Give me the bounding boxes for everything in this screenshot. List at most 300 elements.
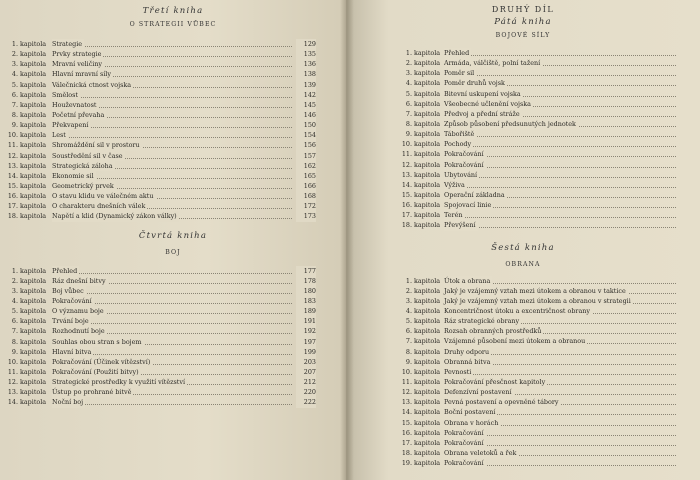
- chapter-title: Pokračování: [444, 438, 484, 447]
- toc-entry: [0, 130, 346, 140]
- chapter-word: kapitola: [414, 306, 441, 315]
- chapter-word: kapitola: [414, 317, 441, 326]
- page-number: 129: [296, 39, 316, 49]
- page-number: 178: [296, 276, 316, 286]
- chapter-word: kapitola: [414, 201, 441, 210]
- chapter-number: 13.: [7, 388, 18, 397]
- toc-entry: [0, 39, 346, 49]
- chapter-number: 11.: [7, 141, 18, 150]
- chapter-title: Pokračování: [444, 160, 484, 169]
- chapter-word: kapitola: [414, 377, 441, 386]
- chapter-title: Pokračování: [444, 428, 484, 437]
- chapter-number: 4.: [11, 296, 18, 305]
- leader-dots: [444, 145, 676, 147]
- chapter-word: kapitola: [20, 307, 47, 316]
- chapter-number: 7.: [405, 337, 412, 346]
- page-number: 166: [296, 181, 316, 191]
- chapter-word: kapitola: [414, 428, 441, 437]
- chapter-number: 8.: [11, 337, 18, 346]
- chapter-title: Koncentričnost útoku a excentričnost obrany: [444, 306, 591, 315]
- chapter-number: 16.: [7, 192, 18, 201]
- book6-toc: [346, 276, 700, 469]
- chapter-number: 5.: [405, 89, 412, 98]
- toc-entry: [0, 171, 346, 181]
- chapter-word: kapitola: [414, 130, 441, 139]
- chapter-word: kapitola: [20, 70, 47, 79]
- toc-entry: [346, 58, 700, 68]
- chapter-word: kapitola: [414, 89, 441, 98]
- toc-entry: [346, 89, 700, 99]
- chapter-number: 9.: [405, 357, 412, 366]
- chapter-number: 12.: [401, 160, 412, 169]
- chapter-number: 2.: [11, 276, 18, 285]
- chapter-number: 10.: [7, 357, 18, 366]
- toc-entry: [346, 78, 700, 88]
- chapter-title: Pochody: [444, 140, 472, 149]
- toc-entry: [346, 149, 700, 159]
- chapter-title: Houževnatost: [52, 100, 97, 109]
- chapter-word: kapitola: [414, 59, 441, 68]
- toc-entry: [0, 397, 346, 407]
- chapter-title: Útok a obrana: [444, 276, 491, 285]
- toc-entry: [0, 347, 346, 357]
- chapter-number: 5.: [405, 317, 412, 326]
- toc-entry: [0, 140, 346, 150]
- toc-entry: [346, 336, 700, 346]
- toc-entry: [0, 151, 346, 161]
- toc-entry: [346, 68, 700, 78]
- chapter-number: 6.: [11, 317, 18, 326]
- chapter-title: Předvoj a přední stráže: [444, 109, 520, 118]
- chapter-title: Tábořiště: [444, 130, 475, 139]
- chapter-word: kapitola: [20, 276, 47, 285]
- toc-entry: [0, 110, 346, 120]
- chapter-title: Terén: [444, 211, 463, 220]
- chapter-word: kapitola: [20, 347, 47, 356]
- chapter-title: Prvky strategie: [52, 50, 102, 59]
- chapter-title: Noční boj: [52, 398, 84, 407]
- chapter-word: kapitola: [20, 357, 47, 366]
- chapter-word: kapitola: [414, 180, 441, 189]
- toc-entry: [346, 418, 700, 428]
- toc-entry: [346, 347, 700, 357]
- chapter-number: 9.: [11, 121, 18, 130]
- chapter-word: kapitola: [414, 160, 441, 169]
- toc-entry: [0, 316, 346, 326]
- toc-entry: [0, 377, 346, 387]
- toc-entry: [346, 139, 700, 149]
- chapter-title: Trvání boje: [52, 317, 89, 326]
- leader-dots: [444, 226, 676, 228]
- leader-dots: [444, 373, 676, 375]
- chapter-number: 9.: [11, 347, 18, 356]
- chapter-title: Soustředění sil v čase: [52, 151, 123, 160]
- chapter-word: kapitola: [414, 150, 441, 159]
- toc-entry: [346, 367, 700, 377]
- leader-dots: [52, 292, 292, 294]
- chapter-title: Ubytování: [444, 170, 478, 179]
- book6-section: OBRANA: [505, 260, 541, 268]
- chapter-word: kapitola: [414, 418, 441, 427]
- chapter-number: 19.: [401, 459, 412, 468]
- chapter-title: Geometrický prvek: [52, 181, 114, 190]
- chapter-number: 18.: [401, 221, 412, 230]
- chapter-number: 8.: [405, 119, 412, 128]
- chapter-title: O charakteru dnešních válek: [52, 202, 146, 211]
- chapter-number: 3.: [11, 60, 18, 69]
- toc-entry: [0, 357, 346, 367]
- chapter-title: Souhlas obou stran s bojem: [52, 337, 142, 346]
- chapter-word: kapitola: [20, 337, 47, 346]
- chapter-number: 15.: [401, 190, 412, 199]
- chapter-title: Rozsah obranných prostředků: [444, 327, 542, 336]
- chapter-number: 9.: [405, 130, 412, 139]
- left-page: [0, 0, 346, 480]
- chapter-number: 7.: [405, 109, 412, 118]
- leader-dots: [444, 216, 676, 218]
- toc-entry: [346, 160, 700, 170]
- toc-entry: [346, 190, 700, 200]
- toc-entry: [346, 428, 700, 438]
- chapter-word: kapitola: [20, 110, 47, 119]
- chapter-word: kapitola: [20, 131, 47, 140]
- page-number: 220: [296, 387, 316, 397]
- page-number: 177: [296, 266, 316, 276]
- chapter-number: 8.: [405, 347, 412, 356]
- chapter-word: kapitola: [414, 109, 441, 118]
- chapter-word: kapitola: [20, 90, 47, 99]
- toc-entry: [0, 90, 346, 100]
- leader-dots: [444, 54, 676, 56]
- chapter-number: 4.: [405, 79, 412, 88]
- chapter-number: 3.: [405, 296, 412, 305]
- toc-entry: [346, 458, 700, 468]
- chapter-title: O významu boje: [52, 307, 104, 316]
- toc-entry: [346, 377, 700, 387]
- chapter-number: 2.: [11, 50, 18, 59]
- page-number: 207: [296, 367, 316, 377]
- chapter-title: Obranná bitva: [444, 357, 491, 366]
- chapter-title: Defenzívní postavení: [444, 388, 512, 397]
- chapter-title: Hlavní mravní síly: [52, 70, 111, 79]
- chapter-word: kapitola: [20, 161, 47, 170]
- chapter-number: 4.: [405, 306, 412, 315]
- chapter-number: 6.: [11, 90, 18, 99]
- toc-entry: [346, 210, 700, 220]
- chapter-number: 5.: [11, 307, 18, 316]
- chapter-number: 12.: [401, 388, 412, 397]
- chapter-number: 10.: [401, 367, 412, 376]
- chapter-number: 6.: [405, 99, 412, 108]
- page-number: 138: [296, 69, 316, 79]
- book5-toc: [346, 48, 700, 231]
- chapter-word: kapitola: [20, 192, 47, 201]
- toc-entry: [346, 200, 700, 210]
- book6-title: Šestá kniha: [491, 242, 555, 253]
- chapter-title: Ráz dnešní bitvy: [52, 276, 106, 285]
- chapter-number: 7.: [11, 100, 18, 109]
- chapter-number: 1.: [405, 49, 412, 57]
- chapter-number: 10.: [7, 131, 18, 140]
- chapter-number: 2.: [405, 59, 412, 68]
- chapter-word: kapitola: [414, 408, 441, 417]
- chapter-word: kapitola: [414, 296, 441, 305]
- chapter-title: Hlavní bitva: [52, 347, 92, 356]
- toc-entry: [346, 286, 700, 296]
- chapter-word: kapitola: [20, 286, 47, 295]
- chapter-number: 3.: [11, 286, 18, 295]
- page-number: 142: [296, 90, 316, 100]
- chapter-title: Pokračování přesčnost kapitoly: [444, 377, 546, 386]
- leader-dots: [52, 136, 292, 138]
- chapter-word: kapitola: [20, 296, 47, 305]
- chapter-title: Pokračování: [444, 150, 484, 159]
- chapter-number: 13.: [7, 161, 18, 170]
- toc-entry: [346, 276, 700, 286]
- chapter-title: Obrana v horách: [444, 418, 499, 427]
- page-number: 139: [296, 80, 316, 90]
- chapter-number: 11.: [401, 150, 412, 159]
- toc-entry: [346, 119, 700, 129]
- chapter-title: O stavu klidu ve válečném aktu: [52, 192, 154, 201]
- chapter-word: kapitola: [414, 388, 441, 397]
- toc-entry: [346, 170, 700, 180]
- book3-section: O STRATEGII VŮBEC: [129, 21, 217, 28]
- chapter-number: 8.: [11, 110, 18, 119]
- leader-dots: [52, 272, 292, 274]
- chapter-word: kapitola: [20, 212, 47, 221]
- chapter-word: kapitola: [414, 398, 441, 407]
- chapter-word: kapitola: [414, 69, 441, 78]
- toc-entry: [346, 316, 700, 326]
- leader-dots: [52, 45, 292, 47]
- chapter-title: Boční postavení: [444, 408, 496, 417]
- page-number: 199: [296, 347, 316, 357]
- chapter-word: kapitola: [20, 327, 47, 336]
- page-number: 183: [296, 296, 316, 306]
- chapter-title: Pevná postavení a opevněné tábory: [444, 398, 559, 407]
- chapter-number: 14.: [401, 180, 412, 189]
- chapter-number: 6.: [405, 327, 412, 336]
- toc-entry: [0, 120, 346, 130]
- chapter-number: 12.: [7, 378, 18, 387]
- chapter-title: Strategie: [52, 40, 83, 48]
- chapter-word: kapitola: [20, 398, 47, 407]
- toc-entry: [0, 191, 346, 201]
- page-number: 154: [296, 130, 316, 140]
- chapter-number: 7.: [11, 327, 18, 336]
- chapter-word: kapitola: [414, 190, 441, 199]
- toc-entry: [0, 69, 346, 79]
- chapter-word: kapitola: [20, 100, 47, 109]
- toc-entry: [0, 367, 346, 377]
- chapter-title: Boj vůbec: [52, 286, 84, 295]
- chapter-word: kapitola: [414, 337, 441, 346]
- book4-toc: [0, 266, 346, 408]
- chapter-word: kapitola: [414, 211, 441, 220]
- chapter-title: Pevnosti: [444, 367, 472, 376]
- chapter-title: Strategické prostředky k využití vítězství: [52, 378, 186, 387]
- page-number: 173: [296, 211, 316, 221]
- chapter-title: Armáda, válčiště, polní tažení: [444, 59, 541, 68]
- page-number: 212: [296, 377, 316, 387]
- book5-section: BOJOVÉ SÍLY: [495, 32, 551, 39]
- page-number: 172: [296, 201, 316, 211]
- page-number: 168: [296, 191, 316, 201]
- chapter-title: Pokračování: [444, 459, 484, 468]
- page-number: 197: [296, 337, 316, 347]
- chapter-title: Překvapení: [52, 121, 89, 130]
- leader-dots: [444, 135, 676, 137]
- toc-entry: [0, 276, 346, 286]
- chapter-word: kapitola: [414, 99, 441, 108]
- leader-dots: [444, 186, 676, 188]
- chapter-word: kapitola: [414, 119, 441, 128]
- chapter-word: kapitola: [20, 171, 47, 180]
- chapter-number: 18.: [401, 448, 412, 457]
- page-number: 156: [296, 140, 316, 150]
- chapter-title: Jaký je vzájemný vztah mezi útokem a obranou v taktice: [444, 286, 626, 295]
- toc-entry: [0, 326, 346, 336]
- chapter-word: kapitola: [20, 80, 47, 89]
- chapter-word: kapitola: [414, 49, 441, 57]
- chapter-title: Spojovací linie: [444, 201, 492, 210]
- chapter-title: Válečnická ctnost vojska: [52, 80, 132, 89]
- chapter-title: Obrana veletoků a řek: [444, 448, 517, 457]
- chapter-title: Strategická záloha: [52, 161, 113, 170]
- toc-entry: [346, 438, 700, 448]
- toc-entry: [346, 180, 700, 190]
- chapter-word: kapitola: [20, 121, 47, 130]
- toc-entry: [0, 59, 346, 69]
- toc-entry: [0, 100, 346, 110]
- chapter-word: kapitola: [20, 202, 47, 211]
- book4-section: BOJ: [165, 248, 181, 256]
- page-number: 150: [296, 120, 316, 130]
- chapter-word: kapitola: [20, 367, 47, 376]
- toc-entry: [346, 296, 700, 306]
- chapter-word: kapitola: [414, 221, 441, 230]
- toc-entry: [346, 397, 700, 407]
- page-number: 162: [296, 161, 316, 171]
- chapter-title: Přehled: [444, 49, 470, 57]
- leader-dots: [444, 74, 676, 76]
- chapter-title: Způsob působení předsunutých jednotek: [444, 119, 576, 128]
- chapter-number: 1.: [405, 276, 412, 285]
- toc-entry: [0, 286, 346, 296]
- chapter-title: Poměr druhů vojsk: [444, 79, 505, 88]
- chapter-word: kapitola: [414, 347, 441, 356]
- chapter-title: Poměr sil: [444, 69, 475, 78]
- chapter-title: Vzájemné působení mezi útokem a obranou: [444, 337, 586, 346]
- toc-entry: [346, 109, 700, 119]
- toc-entry: [346, 357, 700, 367]
- chapter-number: 1.: [11, 40, 18, 48]
- book-gutter: [340, 0, 354, 480]
- toc-entry: [346, 129, 700, 139]
- toc-entry: [0, 161, 346, 171]
- chapter-title: Všeobecné učlenění vojska: [444, 99, 531, 108]
- chapter-number: 5.: [11, 80, 18, 89]
- toc-entry: [346, 220, 700, 230]
- part-title: DRUHÝ DÍL: [491, 5, 555, 14]
- right-page: [346, 0, 700, 480]
- page-number: 145: [296, 100, 316, 110]
- chapter-word: kapitola: [414, 170, 441, 179]
- chapter-number: 13.: [401, 398, 412, 407]
- chapter-title: Shromáždění sil v prostoru: [52, 141, 140, 150]
- chapter-title: Operační základna: [444, 190, 505, 199]
- chapter-title: Ekonomie sil: [52, 171, 94, 180]
- page-number: 180: [296, 286, 316, 296]
- chapter-number: 11.: [401, 377, 412, 386]
- page-number: 222: [296, 397, 316, 407]
- chapter-number: 1.: [11, 266, 18, 275]
- toc-entry: [0, 201, 346, 211]
- chapter-number: 3.: [405, 69, 412, 78]
- chapter-title: Smělost: [52, 90, 78, 99]
- chapter-title: Pokračování (Použití bitvy): [52, 367, 139, 376]
- chapter-word: kapitola: [414, 276, 441, 285]
- page-number: 136: [296, 59, 316, 69]
- chapter-number: 12.: [7, 151, 18, 160]
- chapter-title: Druhy odporu: [444, 347, 490, 356]
- chapter-number: 14.: [7, 171, 18, 180]
- chapter-number: 10.: [401, 140, 412, 149]
- chapter-title: Výživa: [444, 180, 465, 189]
- chapter-word: kapitola: [414, 438, 441, 447]
- chapter-number: 15.: [401, 418, 412, 427]
- chapter-number: 17.: [401, 211, 412, 220]
- page-number: 203: [296, 357, 316, 367]
- chapter-word: kapitola: [20, 388, 47, 397]
- toc-entry: [0, 49, 346, 59]
- toc-entry: [346, 448, 700, 458]
- chapter-title: Rozhodnutí boje: [52, 327, 105, 336]
- toc-entry: [0, 80, 346, 90]
- chapter-title: Přehled: [52, 266, 78, 275]
- leader-dots: [52, 96, 292, 98]
- chapter-number: 16.: [401, 428, 412, 437]
- leader-dots: [52, 403, 292, 405]
- chapter-word: kapitola: [20, 40, 47, 48]
- page-number: 135: [296, 49, 316, 59]
- chapter-title: Početní převaha: [52, 110, 105, 119]
- chapter-number: 4.: [11, 70, 18, 79]
- chapter-word: kapitola: [414, 367, 441, 376]
- chapter-number: 14.: [401, 408, 412, 417]
- chapter-word: kapitola: [20, 50, 47, 59]
- chapter-title: Ráz strategické obrany: [444, 317, 520, 326]
- toc-entry: [346, 306, 700, 316]
- page-number: 165: [296, 171, 316, 181]
- chapter-title: Bitevní uskupení vojska: [444, 89, 521, 98]
- chapter-title: Pokračování (Účinek vítězství): [52, 357, 151, 366]
- chapter-word: kapitola: [20, 378, 47, 387]
- toc-entry: [0, 337, 346, 347]
- toc-entry: [0, 211, 346, 221]
- chapter-word: kapitola: [20, 181, 47, 190]
- toc-entry: [0, 181, 346, 191]
- toc-entry: [346, 99, 700, 109]
- chapter-number: 14.: [7, 398, 18, 407]
- book4-title: Čtvrtá kniha: [138, 230, 208, 241]
- chapter-title: Převýšení: [444, 221, 476, 230]
- chapter-word: kapitola: [20, 60, 47, 69]
- page-number: 189: [296, 306, 316, 316]
- toc-entry: [346, 387, 700, 397]
- chapter-number: 11.: [7, 367, 18, 376]
